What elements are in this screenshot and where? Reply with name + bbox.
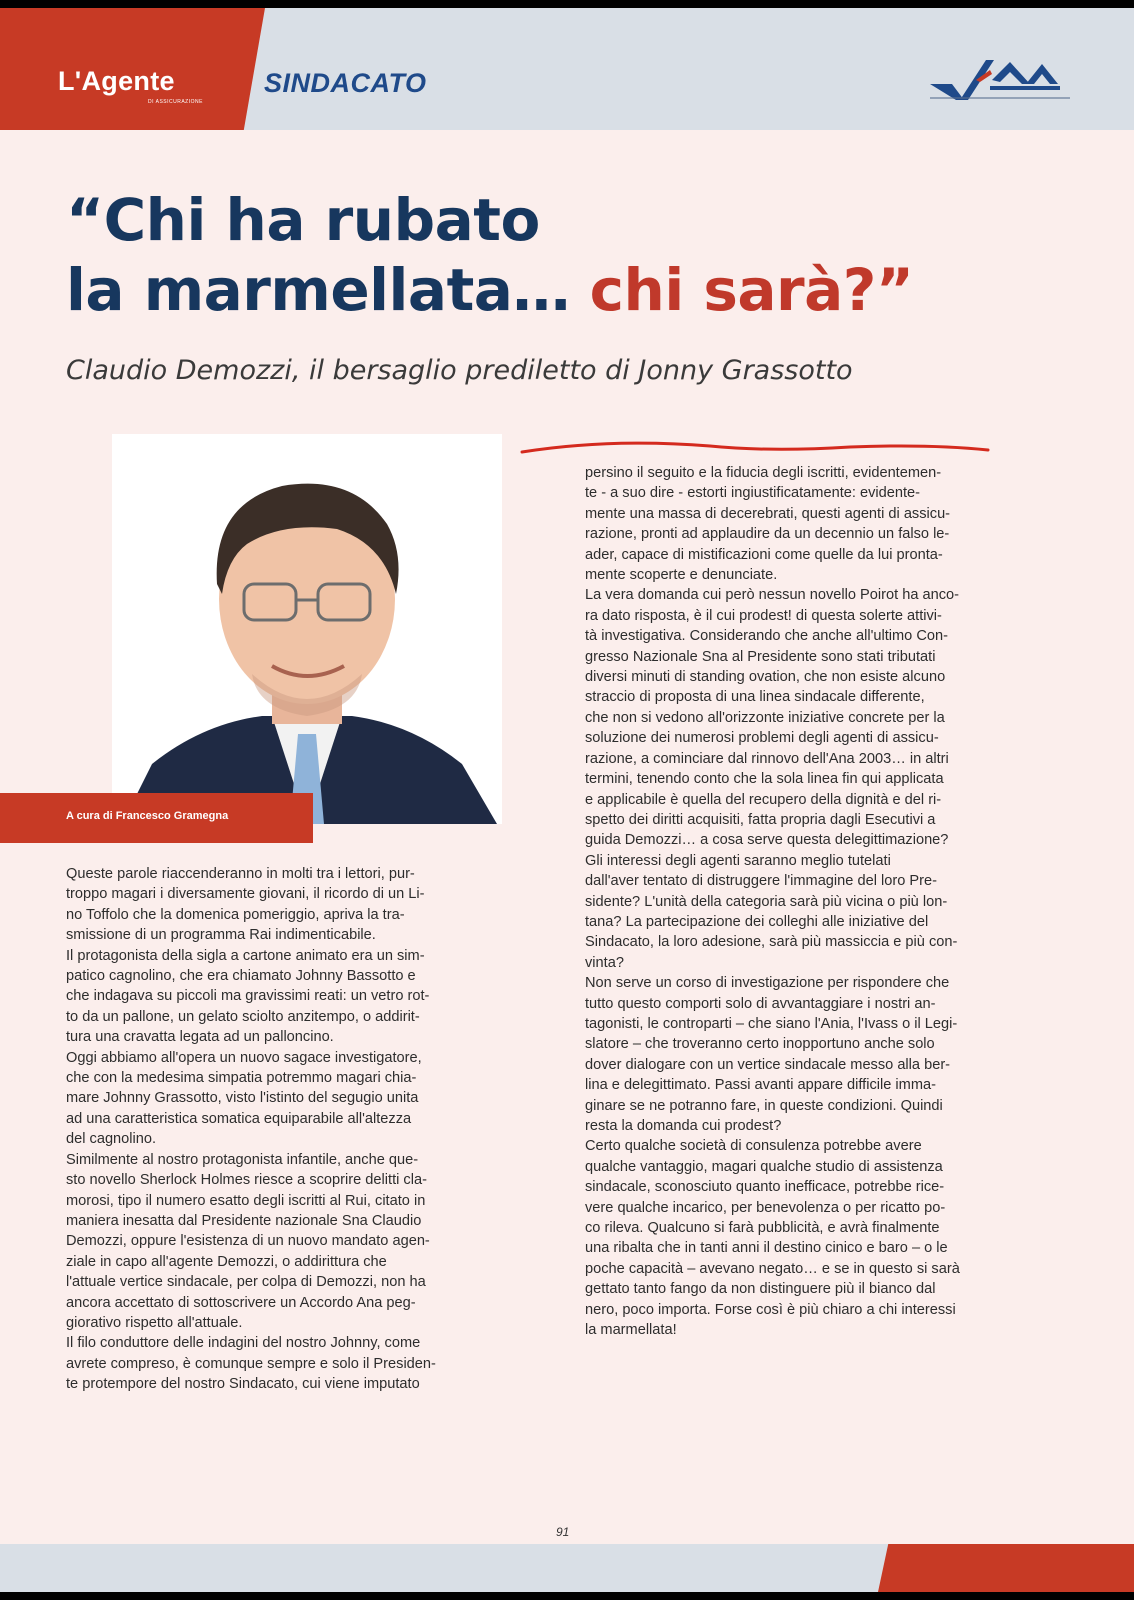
text-line: gettato tanto fango da non distinguere più il bianco dal: [585, 1281, 936, 1298]
text-line: Demozzi, oppure l'esistenza di un nuovo mandato agen-: [66, 1233, 430, 1250]
portrait-illustration: [112, 434, 502, 824]
text-line: te - a suo dire - estorti ingiustificatamente: evidente-: [585, 485, 921, 502]
text-line: maniera inesatta dal Presidente nazionale Sna Claudio: [66, 1212, 422, 1229]
subtitle: Claudio Demozzi, il bersaglio prediletto di Jonny Grassotto: [66, 355, 853, 386]
headline-line-1: “Chi ha rubato: [66, 186, 540, 254]
text-line: Oggi abbiamo all'opera un nuovo sagace investigatore,: [66, 1049, 422, 1066]
text-line: straccio di proposta di una linea sindacale differente,: [585, 689, 925, 706]
text-line: dall'aver tentato di distruggere l'immagine del loro Pre-: [585, 873, 937, 890]
text-line: gresso Nazionale Sna al Presidente sono stati tributati: [585, 648, 936, 665]
text-line: tana? La partecipazione dei colleghi alle iniziative del: [585, 913, 929, 930]
text-line: Queste parole riaccenderanno in molti tra i lettori, pur-: [66, 866, 415, 882]
text-line: razione, a cominciare dal rinnovo dell'Ana 2003… in altri: [585, 750, 949, 767]
text-line: ziale in capo all'agente Demozzi, o addirittura che: [66, 1253, 387, 1270]
section-label: SINDACATO: [264, 68, 427, 98]
text-line: Similmente al nostro protagonista infantile, anche que-: [66, 1151, 419, 1168]
text-line: che non si vedono all'orizzonte iniziative concrete per la: [585, 709, 945, 726]
text-line: spetto dei diritti acquisiti, fatta propria dagli Esecutivi a: [585, 811, 936, 828]
text-line: ad una caratteristica somatica equiparabile all'altezza: [66, 1110, 412, 1127]
article-column-left: [66, 864, 546, 1395]
logo-caption-decoration: [930, 96, 1070, 100]
text-line: tà investigativa. Considerando che anche all'ultimo Con-: [585, 628, 948, 645]
author-portrait: [112, 434, 502, 824]
text-line: Il filo conduttore delle indagini del nostro Johnny, come: [66, 1335, 421, 1352]
text-line: tutto questo comporti solo di avvantaggiare i nostri an-: [585, 995, 936, 1012]
footer-accent-block: [878, 1544, 1134, 1592]
text-line: lina e delegittimato. Passi avanti appare difficile imma-: [585, 1077, 936, 1094]
text-line: ginare se ne potranno fare, in queste condizioni. Quindi: [585, 1097, 943, 1114]
text-line: no Toffolo che la domenica pomeriggio, apriva la tra-: [66, 906, 405, 923]
text-line: del cagnolino.: [66, 1131, 157, 1148]
text-line: Certo qualche società di consulenza potrebbe avere: [585, 1138, 922, 1155]
text-line: resta la domanda cui prodest?: [585, 1118, 782, 1134]
text-line: la marmellata!: [585, 1322, 677, 1339]
text-line: te protempore del nostro Sindacato, cui viene imputato: [66, 1376, 420, 1393]
text-line: persino il seguito e la fiducia degli iscritti, evidentemen-: [585, 465, 942, 481]
text-line: qualche vantaggio, magari qualche studio di assistenza: [585, 1158, 943, 1175]
brand-subtitle: DI ASSICURAZIONE: [148, 99, 203, 105]
sna-logo-icon: [930, 50, 1070, 102]
text-line: avrete compreso, è comunque sempre e solo il Presiden-: [66, 1355, 436, 1372]
headline: [66, 185, 914, 325]
text-line: sindacale, sconosciuto quanto inefficace, potrebbe rice-: [585, 1179, 945, 1196]
screen-frame-top: [0, 0, 1134, 8]
headline-line-2: la marmellata…: [66, 256, 570, 324]
text-line: morosi, tipo il numero esatto degli iscritti al Rui, citato in: [66, 1192, 426, 1209]
screen-frame-bottom: [0, 1592, 1134, 1600]
text-line: slatore – che troveranno certo inopportuno anche solo: [585, 1036, 935, 1053]
text-line: Sindacato, la loro adesione, sarà più massiccia e più con-: [585, 934, 958, 951]
brand-name: L'Agente: [58, 66, 175, 96]
headline-accent: chi sarà?”: [589, 256, 914, 324]
text-line: mare Johnny Grassotto, visto l'istinto del segugio unita: [66, 1090, 419, 1107]
text-line: dover dialogare con un vertice sindacale messo alla ber-: [585, 1056, 951, 1073]
text-line: tura una cravatta legata ad un palloncino.: [66, 1029, 334, 1046]
text-line: Gli interessi degli agenti saranno meglio tutelati: [585, 852, 891, 869]
text-line: Il protagonista della sigla a cartone animato era un sim-: [66, 947, 425, 964]
text-line: razione, pronti ad applaudire da un decennio un falso le-: [585, 526, 950, 543]
page-number: 91: [556, 1525, 570, 1539]
text-line: termini, tenendo conto che la sola linea fin qui applicata: [585, 771, 944, 788]
text-line: co rileva. Qualcuno si farà pubblicità, e avrà finalmente: [585, 1220, 940, 1237]
text-line: che indagava su piccoli ma gravissimi reati: un vetro rot-: [66, 988, 430, 1005]
text-line: patico cagnolino, che era chiamato Johnny Bassotto e: [66, 968, 416, 985]
text-line: diversi minuti di standing ovation, che non esiste alcuno: [585, 669, 946, 686]
text-line: ra dato risposta, è il cui prodest! di questa solerte attivi-: [585, 607, 942, 624]
text-line: sidente? L'unità della categoria sarà più vicina o più lon-: [585, 893, 948, 910]
text-line: vinta?: [585, 954, 624, 971]
text-line: ancora accettato di sottoscrivere un Accordo Ana peg-: [66, 1294, 416, 1311]
text-line: smissione di un programma Rai indimenticabile.: [66, 927, 376, 944]
text-line: mente una massa di decerebrati, questi agenti di assicu-: [585, 505, 951, 522]
text-line: La vera domanda cui però nessun novello Poirot ha anco-: [585, 587, 960, 604]
text-line: giorativo rispetto all'attuale.: [66, 1314, 243, 1331]
author-credit: A cura di Francesco Gramegna: [66, 810, 229, 822]
text-line: e applicabile è quella del recupero della dignità e del ri-: [585, 791, 942, 808]
text-line: ader, capace di mistificazioni come quelle da lui pronta-: [585, 546, 943, 563]
text-line: guida Demozzi… a cosa serve questa delegittimazione?: [585, 832, 949, 849]
text-line: vere qualche incarico, per benevolenza o per ricatto po-: [585, 1199, 946, 1216]
text-line: sto novello Sherlock Holmes riesce a scoprire delitti cla-: [66, 1172, 427, 1189]
red-pen-underline: [520, 436, 990, 462]
text-line: tagonisti, le controparti – che siano l'Ania, l'Ivass o il Legi-: [585, 1015, 958, 1032]
text-line: nero, poco importa. Forse così è più chiaro a chi interessi: [585, 1301, 956, 1318]
text-line: Non serve un corso di investigazione per rispondere che: [585, 975, 950, 992]
text-line: mente scoperte e denunciate.: [585, 567, 778, 584]
text-line: to da un pallone, un gelato sciolto anzitempo, o addirit-: [66, 1008, 420, 1025]
text-line: una ribalta che in tanti anni il destino cinico e baro – o le: [585, 1240, 948, 1257]
text-line: l'attuale vertice sindacale, per colpa di Demozzi, non ha: [66, 1274, 426, 1291]
text-line: soluzione dei numerosi problemi degli agenti di assicu-: [585, 730, 939, 747]
text-line: poche capacità – avevano negato… e se in questo si sarà: [585, 1260, 960, 1277]
article-column-right: [585, 463, 1067, 1340]
text-line: troppo magari i diversamente giovani, il ricordo di un Li-: [66, 886, 425, 903]
text-line: che con la medesima simpatia potremmo magari chia-: [66, 1070, 417, 1087]
